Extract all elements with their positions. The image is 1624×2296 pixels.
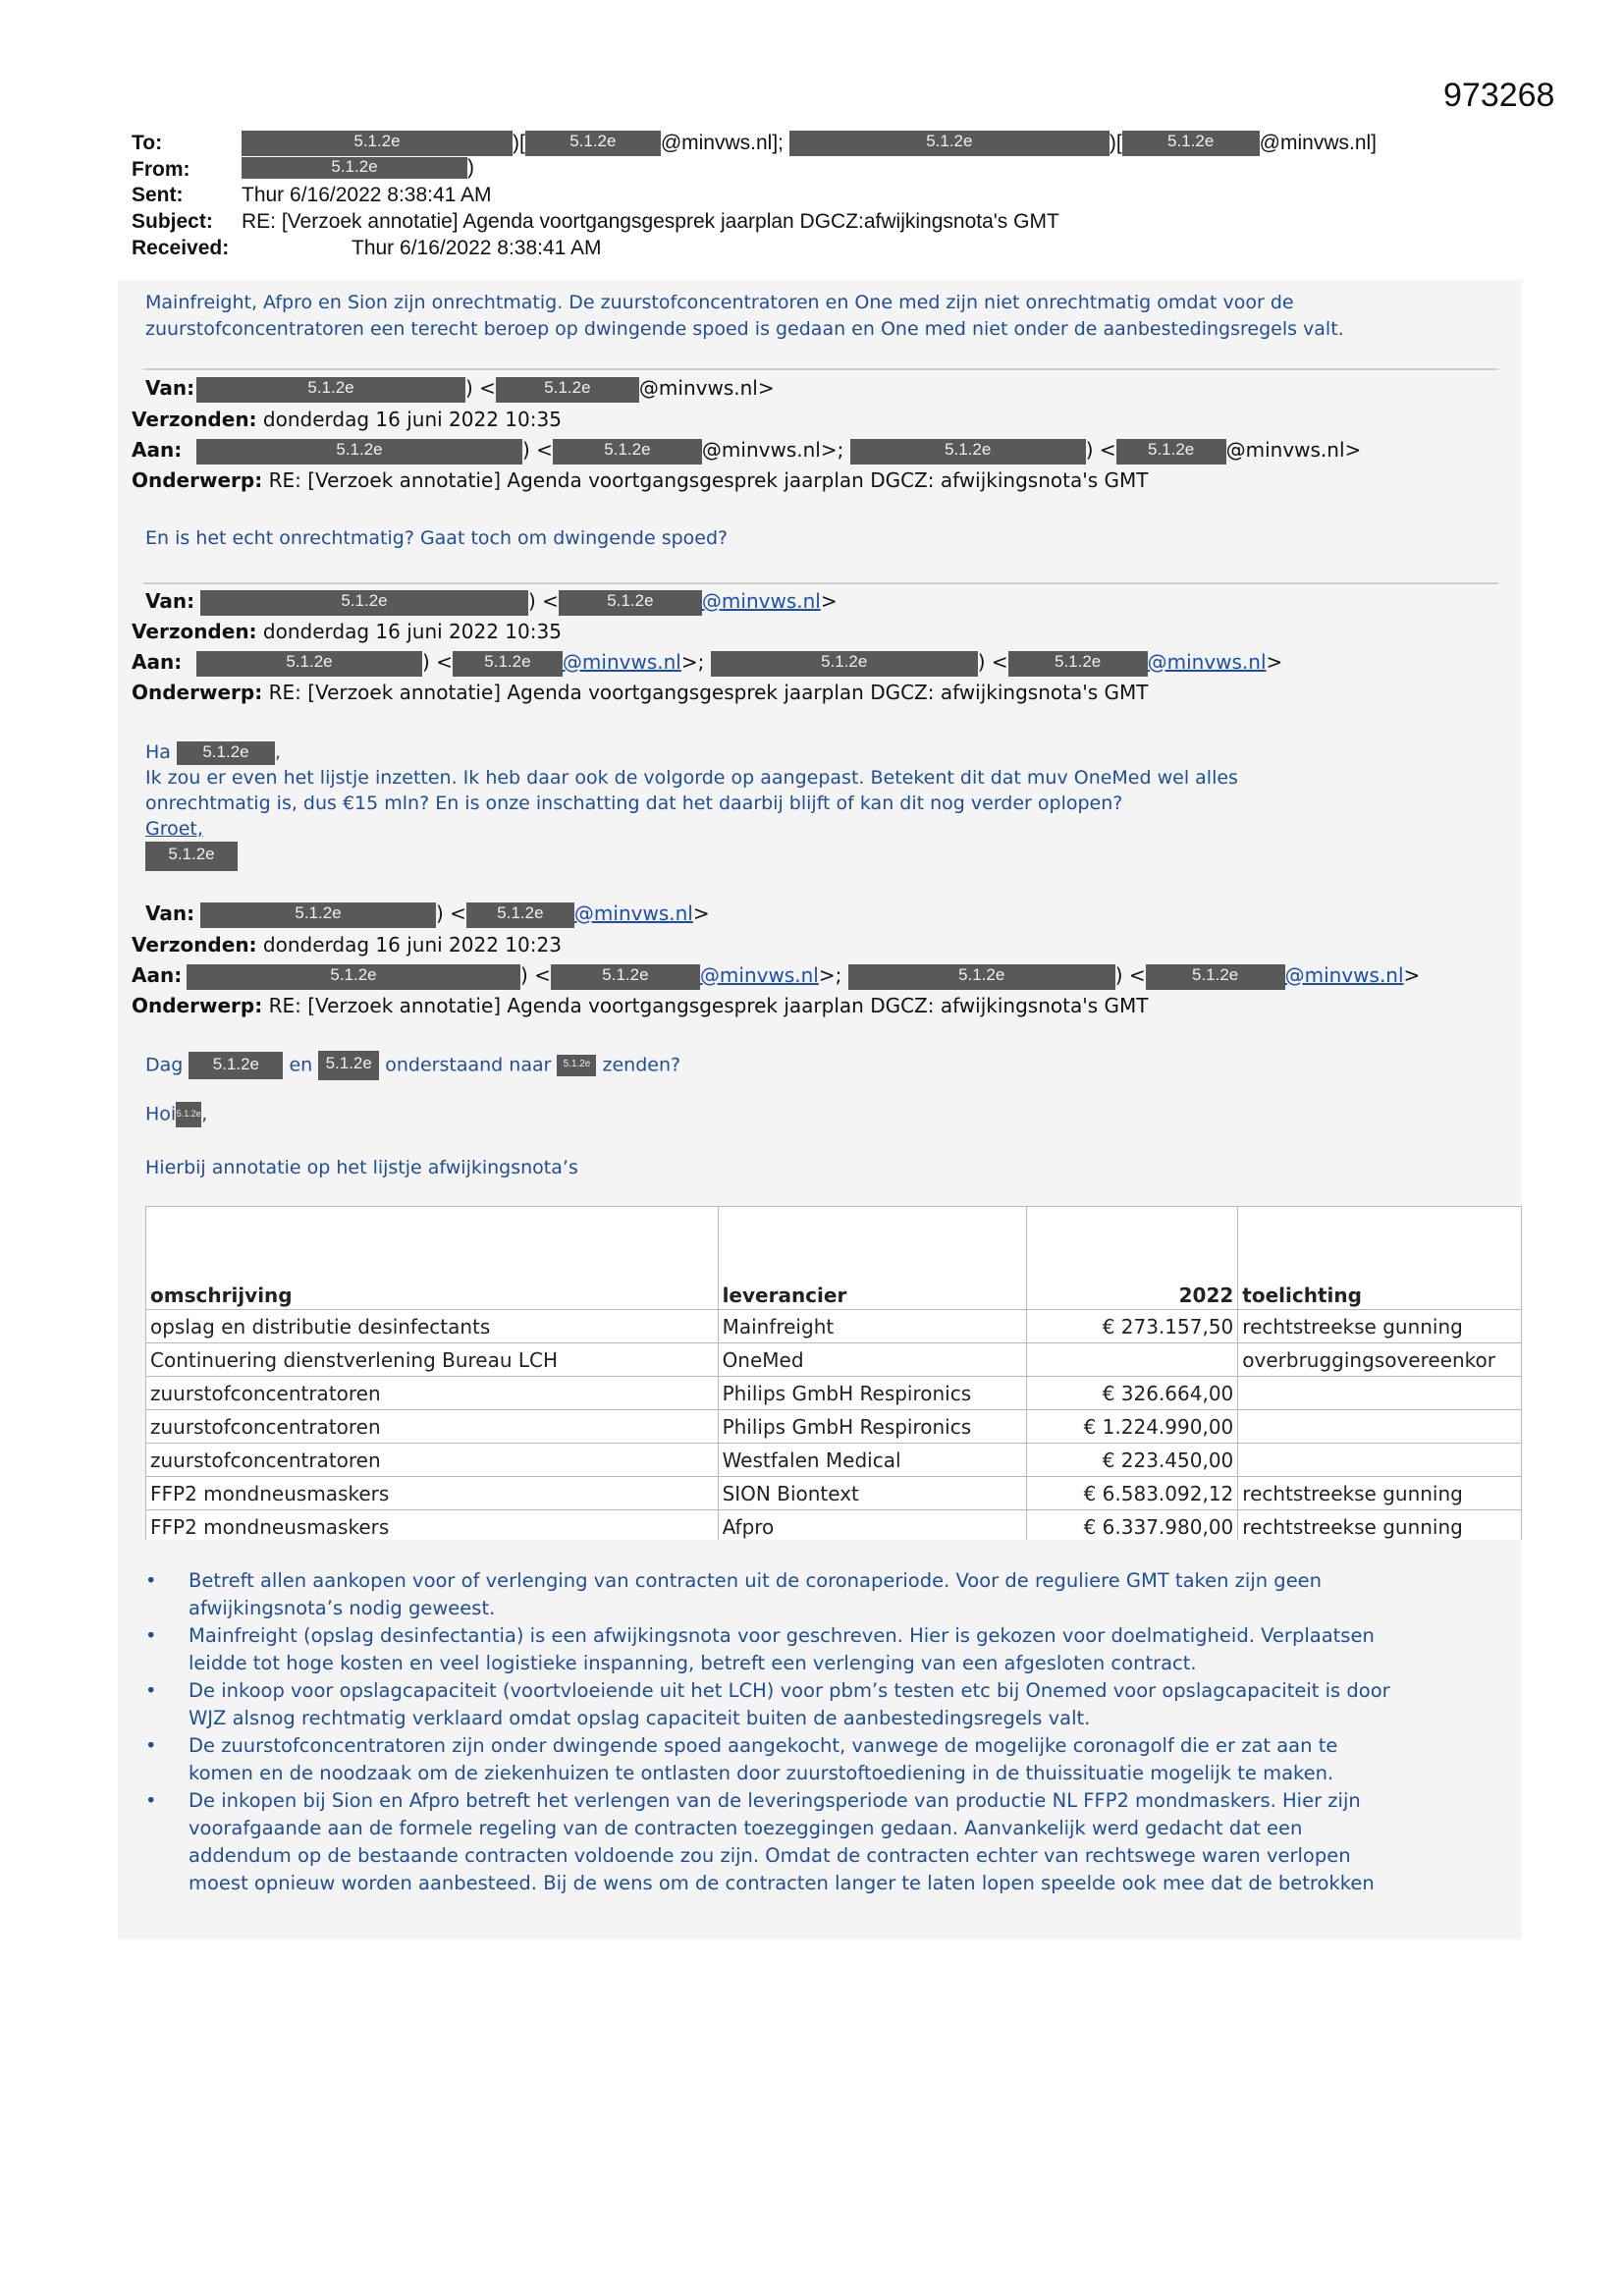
annotation-bullets [145,1567,1500,1897]
redaction: 5.1.2e [189,1052,283,1079]
bracket: ) < [520,963,551,987]
to-recipients [242,131,1377,156]
received-label: Received: [132,237,230,259]
msg1-verzonden [132,405,562,435]
bullet-line: De zuurstofconcentratoren zijn onder dwingende spoed aangekocht, vanwege de mogelijke coronagolf die er zat aan te [189,1734,1338,1757]
bullet-line: afwijkingsnota’s nodig geweest. [189,1597,496,1619]
greeting-end: , [274,741,282,763]
table-cell: € 223.450,00 [1027,1444,1238,1477]
redaction: 5.1.2e [177,741,275,765]
onderwerp-value: RE: [Verzoek annotatie] Agenda voortgangsgesprek jaarplan DGCZ: afwijkingsnota's GMT [268,994,1149,1017]
msg2-van [145,586,194,617]
table-row [146,1410,1522,1444]
bracket: ) < [977,650,1008,674]
bracket: > [1344,438,1362,462]
redaction: 5.1.2e [1116,439,1226,465]
email-link[interactable]: @minvws.nl [573,902,693,925]
bracket: > [820,589,838,613]
van-label: Van: [145,589,195,613]
from-close: ) [467,156,474,179]
table-cell: Philips GmbH Respironics [718,1377,1027,1410]
table-header: 2022 [1027,1207,1238,1310]
bracket: ) < [1085,438,1116,462]
bullet-item [145,1732,1500,1787]
verzonden-value: donderdag 16 juni 2022 10:35 [262,408,562,431]
hoi-text: Hoi [145,1103,177,1125]
bullet-line: De inkoop voor opslagcapaciteit (voortvloeiende uit het LCH) voor pbm’s testen etc bij Onemed voor opslagcapaciteit is door [189,1679,1390,1702]
redaction: 5.1.2e [196,651,422,677]
onderwerp-label: Onderwerp: [132,681,263,704]
table-row [146,1477,1522,1510]
redaction: 5.1.2e [200,590,528,616]
table-header-row [146,1207,1522,1310]
table-row [146,1444,1522,1477]
msg3-aan-value [187,960,1420,991]
message-separator [143,582,1498,584]
redaction: 5.1.2e [318,1051,379,1080]
zenden-text: zenden? [602,1054,681,1076]
redaction: 5.1.2e [196,439,522,465]
separator: )[ [1109,132,1122,154]
body-line: Ik zou er even het lijstje inzetten. Ik heb daar ook de volgorde op aangepast. Betekent dit dat muv OneMed wel alles [145,767,1238,789]
to-domain: @minvws.nl] [1259,132,1378,154]
table-header: leverancier [718,1207,1027,1310]
msg2-aan [132,647,182,678]
table-row [146,1377,1522,1410]
bullet-line: WJZ alsnog rechtmatig verklaard omdat opslag capaciteit buiten de aanbestedingsregels valt. [189,1707,1091,1729]
email-link[interactable]: @minvws.nl [1147,650,1267,674]
subject-line [132,209,213,235]
redaction: 5.1.2e [187,964,520,990]
redaction: 5.1.2e [525,131,661,156]
table-cell: SION Biontext [718,1477,1027,1510]
msg3-hierbij: Hierbij annotatie op het lijstje afwijkingsnota’s [145,1157,578,1178]
onderstaand-text: onderstaand naar [385,1054,552,1076]
bullet-item [145,1567,1500,1622]
table-cell: zuurstofconcentratoren [146,1377,719,1410]
bullet-icon: • [145,1734,157,1757]
afwijkingsnota-table-wrapper [145,1206,1522,1540]
bracket: ) < [436,902,466,925]
received-line [132,236,229,261]
bullet-icon: • [145,1624,157,1647]
received-value: Thur 6/16/2022 8:38:41 AM [352,237,602,259]
onderwerp-label: Onderwerp: [132,994,263,1017]
msg1-van [145,373,194,404]
msg1-aan-value [196,435,1361,465]
verzonden-label: Verzonden: [132,408,257,431]
redaction: 5.1.2e [848,964,1115,990]
subject-label: Subject: [132,210,213,233]
table-cell: zuurstofconcentratoren [146,1444,719,1477]
reply-line: zuurstofconcentratoren een terecht beroep op dwingende spoed is gedaan en One med niet onder de aanbestedingsregels valt. [145,318,1344,340]
email-link[interactable]: @minvws.nl [1284,963,1404,987]
bullet-line: addendum op de bestaande contracten voldoende zou zijn. Omdat de contracten echter van rechtswege waren verlopen [189,1844,1351,1867]
redaction: 5.1.2e [850,439,1086,465]
aan-label: Aan: [132,963,183,987]
redaction: 5.1.2e [466,902,574,928]
bracket: ) < [465,376,496,400]
from-label-text: From: [132,158,190,181]
table-cell: Afpro [718,1510,1027,1541]
table-cell: € 6.583.092,12 [1027,1477,1238,1510]
bullet-line: komen en de noodzaak om de ziekenhuizen te ontlasten door zuurstoftoediening in de thuissituatie mogelijk te maken. [189,1762,1334,1784]
bullet-line: moest opnieuw worden aanbesteed. Bij de wens om de contracten langer te laten lopen speelde ook mee dat de betrokken [189,1872,1375,1894]
redaction: 5.1.2e [453,651,563,677]
redaction: 5.1.2e [176,1102,201,1127]
msg1-onderwerp [132,465,1148,496]
table-cell: Continuering dienstverlening Bureau LCH [146,1343,719,1377]
subject-value: RE: [Verzoek annotatie] Agenda voortgangsgesprek jaarplan DGCZ:afwijkingsnota's GMT [242,210,1059,233]
msg3-hoi-line [145,1102,207,1127]
bracket: > [1403,963,1421,987]
bullet-list [145,1567,1500,1897]
to-line [132,131,162,156]
dag-text: Dag [145,1054,184,1076]
to-label: To: [132,132,163,154]
separator: )[ [513,132,525,154]
table-row [146,1310,1522,1343]
bracket: > [757,376,775,400]
table-cell: Philips GmbH Respironics [718,1410,1027,1444]
van-label: Van: [145,902,195,925]
en-text: en [289,1054,313,1076]
message-separator [143,368,1498,370]
sent-value: Thur 6/16/2022 8:38:41 AM [242,184,492,206]
redaction: 5.1.2e [145,842,238,871]
bracket: > [692,902,710,925]
table-row [146,1343,1522,1377]
table-cell: rechtstreekse gunning [1238,1510,1522,1541]
redaction: 5.1.2e [551,964,700,990]
bullet-line: Mainfreight (opslag desinfectantia) is een afwijkingsnota voor geschreven. Hier is gekozen voor doelmatigheid. Verplaatsen [189,1624,1375,1647]
body-line: onrechtmatig is, dus €15 mln? En is onze inschatting dat het daarbij blijft of kan dit nog verder oplopen? [145,793,1123,814]
bullet-line: De inkopen bij Sion en Afpro betreft het verlengen van de leveringsperiode van productie NL FFP2 mondmaskers. Hier zijn [189,1789,1361,1812]
bullet-line: leidde tot hoge kosten en veel logistieke inspanning, betreft een verlenging van een afgesloten contract. [189,1652,1197,1674]
email-domain: @minvws.nl [701,438,821,462]
onderwerp-value: RE: [Verzoek annotatie] Agenda voortgangsgesprek jaarplan DGCZ: afwijkingsnota's GMT [268,681,1149,704]
bracket: >; [818,963,842,987]
greeting-line [145,739,1238,765]
signature [145,842,1238,871]
afwijkingsnota-table [145,1206,1522,1540]
verzonden-label: Verzonden: [132,933,257,957]
to-domain: @minvws.nl]; [660,132,784,154]
sent-line [132,183,184,208]
bullet-line: Betreft allen aankopen voor of verlenging van contracten uit de coronaperiode. Voor de reguliere GMT taken zijn geen [189,1569,1323,1592]
table-cell: € 326.664,00 [1027,1377,1238,1410]
msg3-van [145,899,194,929]
document-number: 973268 [1443,77,1555,114]
email-domain: @minvws.nl [638,376,758,400]
redaction: 5.1.2e [1146,964,1285,990]
table-cell: € 6.337.980,00 [1027,1510,1238,1541]
bullet-icon: • [145,1569,157,1592]
msg1-body: En is het echt onrechtmatig? Gaat toch om dwingende spoed? [145,527,729,549]
msg3-aan [132,960,182,991]
redaction: 5.1.2e [711,651,978,677]
redaction: 5.1.2e [196,377,465,403]
table-cell [1238,1410,1522,1444]
table-cell: € 1.224.990,00 [1027,1410,1238,1444]
msg3-onderwerp [132,991,1148,1021]
redaction: 5.1.2e [559,590,702,616]
bracket: ) < [522,438,553,462]
msg3-van-value [200,899,710,929]
bullet-item [145,1787,1500,1897]
bullet-icon: • [145,1679,157,1702]
reply-line: Mainfreight, Afpro en Sion zijn onrechtmatig. De zuurstofconcentratoren en One med zijn niet onrechtmatig omdat voor de [145,292,1294,313]
table-cell: FFP2 mondneusmaskers [146,1510,719,1541]
onderwerp-value: RE: [Verzoek annotatie] Agenda voortgangsgesprek jaarplan DGCZ: afwijkingsnota's GMT [268,468,1149,492]
table-cell [1027,1343,1238,1377]
aan-label: Aan: [132,650,183,674]
msg1-van-value [196,373,775,404]
msg2-onderwerp [132,678,1148,708]
table-cell: € 273.157,50 [1027,1310,1238,1343]
van-label: Van: [145,376,195,400]
redaction: 5.1.2e [553,439,702,465]
bracket: >; [820,438,844,462]
table-cell: OneMed [718,1343,1027,1377]
email-link[interactable]: @minvws.nl [699,963,819,987]
msg2-aan-value [196,647,1282,678]
msg1-aan [132,435,182,465]
verzonden-label: Verzonden: [132,620,257,643]
redaction: 5.1.2e [1008,651,1148,677]
table-cell: Mainfreight [718,1310,1027,1343]
bracket: ) < [422,650,453,674]
table-cell: rechtstreekse gunning [1238,1310,1522,1343]
table-header: toelichting [1238,1207,1522,1310]
bullet-line: voorafgaande aan de formele regeling van de contracten toezeggingen gedaan. Aanvankelijk werd gedacht dat een [189,1817,1303,1839]
msg3-verzonden [132,930,562,960]
reply-body [145,290,1344,343]
redaction: 5.1.2e [242,157,467,179]
redaction: 5.1.2e [557,1055,596,1076]
redaction: 5.1.2e [789,131,1110,156]
closing: Groet, [145,818,203,840]
onderwerp-label: Onderwerp: [132,468,263,492]
msg3-dag-line [145,1051,680,1080]
sent-label: Sent: [132,184,184,206]
bracket: ) < [1114,963,1146,987]
msg2-van-value [200,586,838,617]
msg2-verzonden [132,617,562,647]
verzonden-value: donderdag 16 juni 2022 10:23 [262,933,562,957]
table-cell [1238,1377,1522,1410]
table-cell: opslag en distributie desinfectants [146,1310,719,1343]
aan-label: Aan: [132,438,183,462]
bracket: >; [680,650,705,674]
msg2-body [145,739,1238,871]
bullet-item [145,1677,1500,1732]
table-header: omschrijving [146,1207,719,1310]
bullet-item [145,1622,1500,1677]
table-cell: zuurstofconcentratoren [146,1410,719,1444]
email-link[interactable]: @minvws.nl [701,589,821,613]
table-row [146,1510,1522,1541]
redaction: 5.1.2e [200,902,436,928]
redaction: 5.1.2e [496,377,639,403]
table-cell [1238,1444,1522,1477]
table-cell: FFP2 mondneusmaskers [146,1477,719,1510]
table-cell: overbruggingsovereenkor [1238,1343,1522,1377]
hoi-end: , [201,1103,208,1125]
email-domain: @minvws.nl [1225,438,1345,462]
bracket: ) < [528,589,559,613]
from-value [242,155,474,181]
redaction: 5.1.2e [242,131,513,156]
table-cell: Westfalen Medical [718,1444,1027,1477]
redaction: 5.1.2e [1122,131,1260,156]
table-cell: rechtstreekse gunning [1238,1477,1522,1510]
from-label [132,157,190,183]
email-link[interactable]: @minvws.nl [562,650,681,674]
bullet-icon: • [145,1789,157,1812]
greeting: Ha [145,741,171,763]
bracket: > [1266,650,1283,674]
verzonden-value: donderdag 16 juni 2022 10:35 [262,620,562,643]
